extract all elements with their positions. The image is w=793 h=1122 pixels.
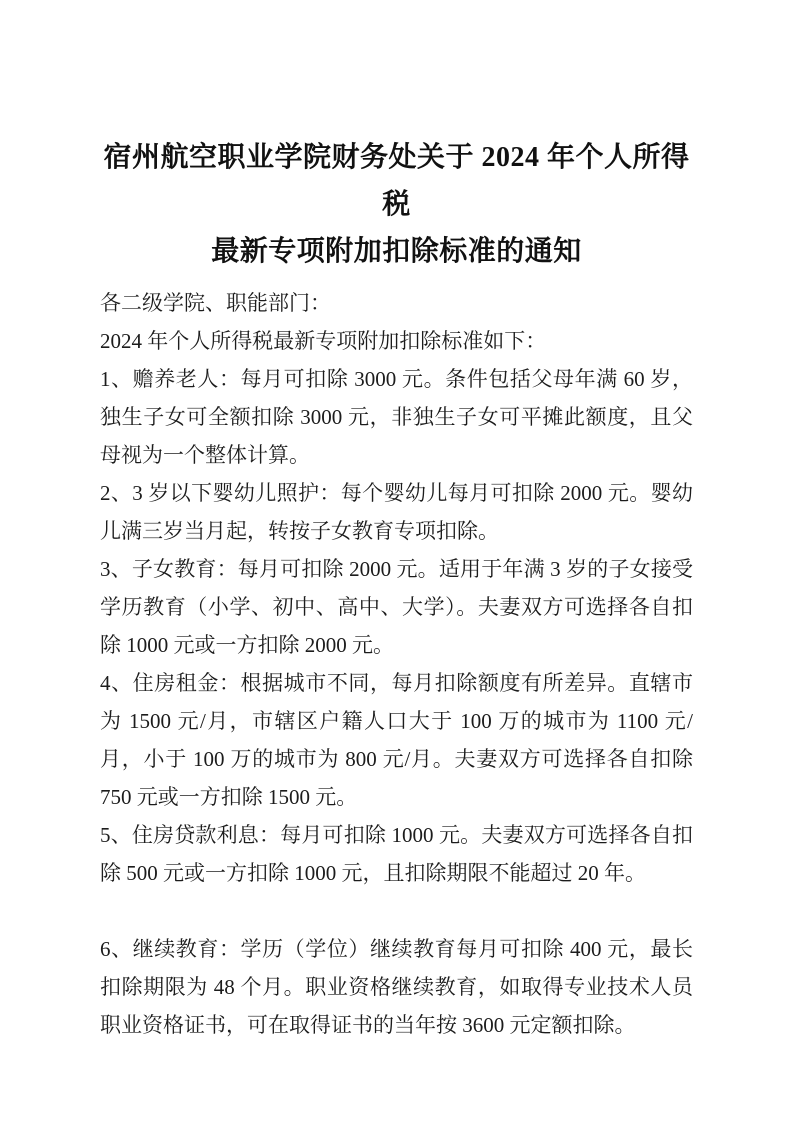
blank-line-spacer <box>100 892 693 930</box>
document-title <box>100 134 693 275</box>
document-title-line-2: 最新专项附加扣除标准的通知 <box>211 236 582 267</box>
notice-item-6: 6、继续教育：学历（学位）继续教育每月可扣除 400 元，最长扣除期限为 48 个月。职业资格继续教育，如取得专业技术人员职业资格证书，可在取得证书的当年按 3600 元定额扣除。 <box>100 937 693 1037</box>
notice-item-5: 5、住房贷款利息：每月可扣除 1000 元。夫妻双方可选择各自扣除 500 元或一方扣除 1000 元，且扣除期限不能超过 20 年。 <box>100 823 693 885</box>
notice-item-1: 1、赡养老人：每月可扣除 3000 元。条件包括父母年满 60 岁，独生子女可全额扣除 3000 元，非独生子女可平摊此额度，且父母视为一个整体计算。 <box>100 367 693 467</box>
notice-item-2: 2、3 岁以下婴幼儿照护：每个婴幼儿每月可扣除 2000 元。婴幼儿满三岁当月起，转按子女教育专项扣除。 <box>100 481 693 543</box>
document-title-line-1: 宿州航空职业学院财务处关于 2024 年个人所得税 <box>103 142 690 220</box>
notice-item-4: 4、住房租金：根据城市不同，每月扣除额度有所差异。直辖市为 1500 元/月，市辖区户籍人口大于 100 万的城市为 1100 元/月，小于 100 万的城市为 800 元/月。夫妻双方可选择各自扣除 750 元或一方扣除 1500 元。 <box>100 671 693 809</box>
document-body <box>100 284 693 1044</box>
intro-line: 2024 年个人所得税最新专项附加扣除标准如下： <box>100 329 547 353</box>
salutation: 各二级学院、职能部门： <box>100 291 331 315</box>
notice-item-3: 3、子女教育：每月可扣除 2000 元。适用于年满 3 岁的子女接受学历教育（小学、初中、高中、大学）。夫妻双方可选择各自扣除 1000 元或一方扣除 2000 元。 <box>100 557 693 657</box>
